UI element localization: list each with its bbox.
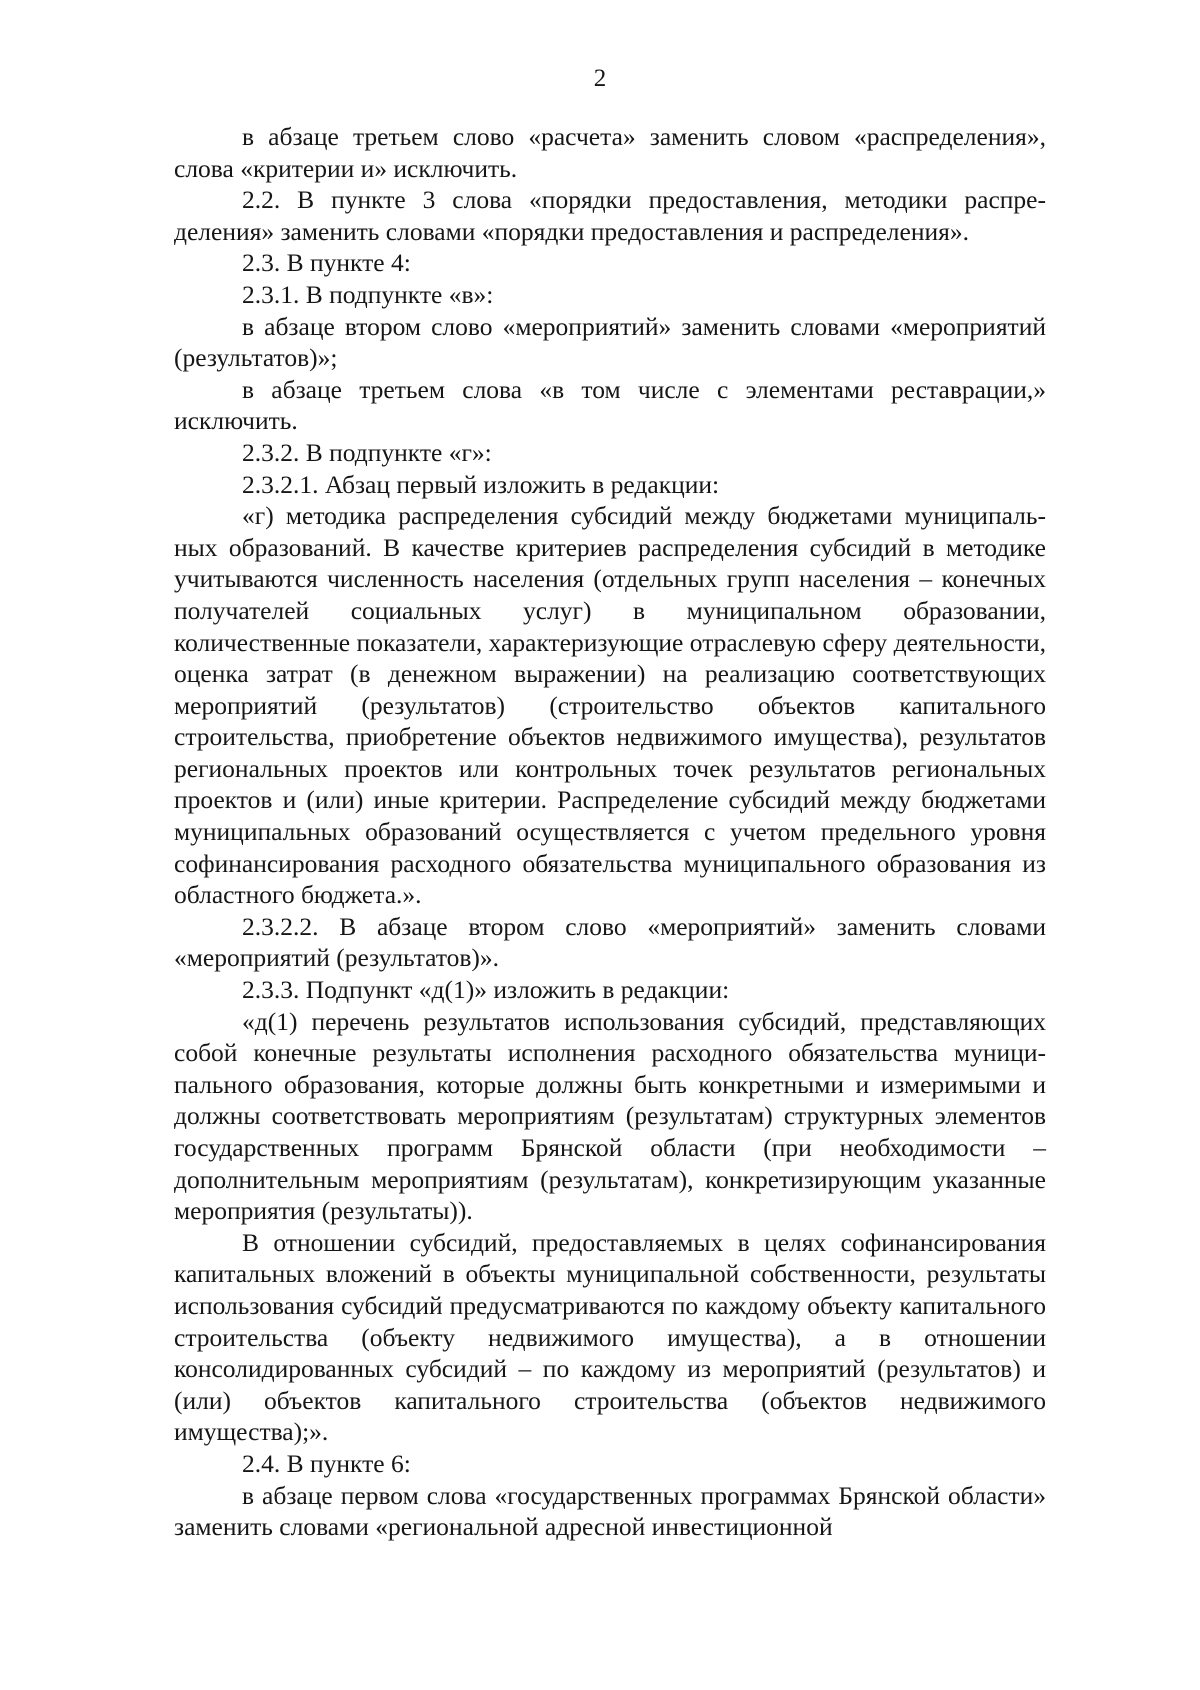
page-number: 2 — [593, 65, 607, 92]
paragraph: В отношении субсидий, предоставляемых в целях софинансирования капитальных вложений в объекты муниципальной собственности, результаты использования субсидий предусматриваются по каждому объекту капитального строительства (объекту недвижимого имущества), а в отношении консолидированных субсидий – по каждому из мероприятий (результатов) и (или) объектов капитального строительства (объектов недвижимого имущества);». — [174, 1227, 1046, 1447]
paragraph: «г) методика распределения субсидий между бюджетами муниципальных образований. В качестве критериев распределения субсидий в методике учитываются численность населения (отдельных групп населения – конечных получателей социальных услуг) в муниципальном образовании, количественные показатели, характеризующие отраслевую сферу деятельности, оценка затрат (в денежном выражении) на реализацию соответствующих мероприятий (результатов) (строительство объектов капитального строительства, приобретение объектов недвижимого имущества), результатов региональных проектов или контрольных точек результатов региональных проектов и (или) иные критерии. Распределение субсидий между бюджетами муниципальных образований осуществляется с учетом предельного уровня софинансирования расходного обязательства муниципального образования из областного бюджета.». — [174, 501, 1046, 910]
paragraph: 2.2. В пункте 3 слова «порядки предоставления, методики распределения» заменить словами «порядки предоставления и распределения». — [174, 185, 1046, 246]
paragraph: в абзаце третьем слово «расчета» заменить словом «распределения», слова «критерии и» исключить. — [174, 122, 1046, 183]
paragraph: 2.3.2.2. В абзаце втором слово «мероприятий» заменить словами «мероприятий (результатов)». — [174, 911, 1046, 973]
document-body — [174, 121, 1046, 1543]
paragraph: в абзаце третьем слова «в том числе с элементами реставрации,» исключить. — [174, 374, 1046, 436]
paragraph: 2.3.3. Подпункт «д(1)» изложить в редакции: — [242, 975, 730, 1005]
paragraph: 2.4. В пункте 6: — [242, 1448, 411, 1478]
paragraph: «д(1) перечень результатов использования субсидий, представляющих собой конечные результаты исполнения расходного обязательства муниципального образования, которые должны быть конкретными и измеримыми и должны соответствовать мероприятиям (результатам) структурных элементов государственных программ Брянской области (при необходимости – дополнительным мероприятиям (результатам), конкретизирующим указанные мероприятия (результаты)). — [174, 1006, 1046, 1226]
paragraph: 2.3.2.1. Абзац первый изложить в редакции: — [242, 469, 720, 499]
paragraph: в абзаце первом слова «государственных программах Брянской области» заменить словами «региональной адресной инвестиционной — [174, 1480, 1046, 1542]
paragraph: 2.3.2. В подпункте «г»: — [242, 437, 492, 467]
paragraph: 2.3. В пункте 4: — [242, 248, 411, 278]
paragraph: 2.3.1. В подпункте «в»: — [242, 279, 494, 309]
paragraph: в абзаце втором слово «мероприятий» заменить словами «мероприятий (результатов)»; — [174, 311, 1046, 373]
